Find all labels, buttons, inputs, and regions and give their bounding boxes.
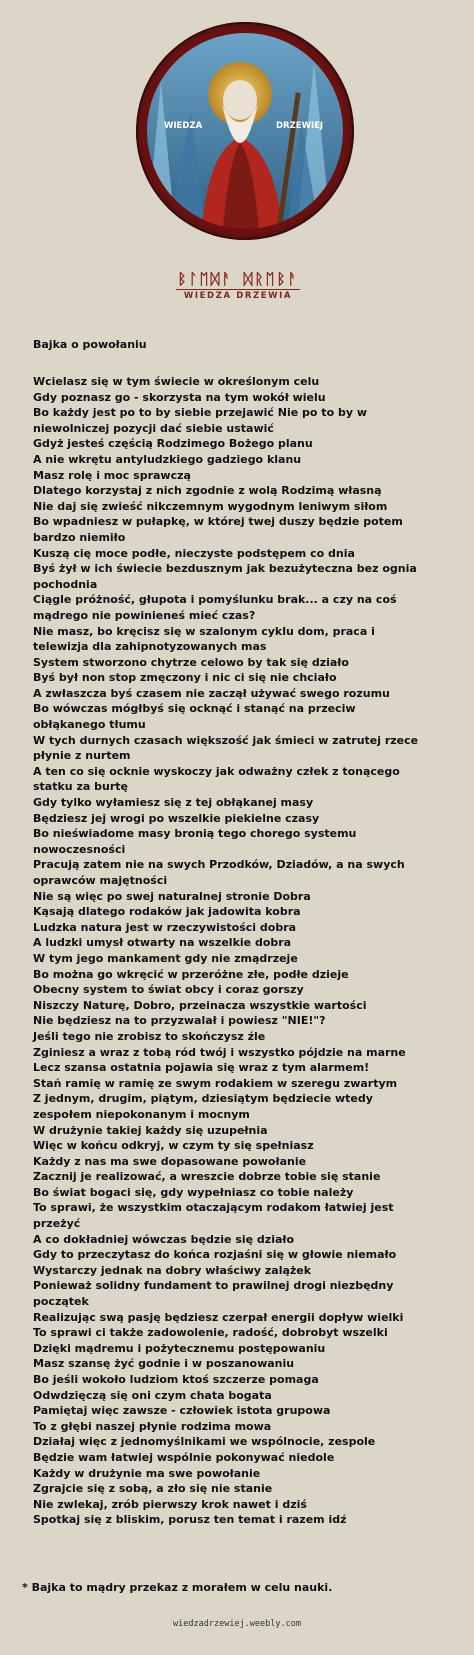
poem-line: Działaj więc z jednomyślnikami we wspólnocie, zespole	[33, 1435, 376, 1449]
poem-line: Odwdzięczą się oni czym chata bogata	[33, 1388, 272, 1402]
poem-line: oprawców majętności	[33, 874, 168, 887]
poem-line: telewizja dla zahipnotyzowanych mas	[33, 640, 267, 654]
poem-line: Spotkaj się z bliskim, porusz ten temat i razem idź	[33, 1513, 347, 1527]
poem-line: Gdy to przeczytasz do końca rozjaśni się w głowie niemało	[33, 1248, 397, 1262]
poem-line: Stań ramię w ramię ze swym rodakiem w szeregu zwartym	[33, 1076, 398, 1090]
poem-body	[33, 374, 453, 1528]
poem-line: Pamiętaj więc zawsze - człowiek istota grupowa	[33, 1404, 331, 1418]
poem-line: zespołem niepokonanym i mocnym	[33, 1107, 250, 1121]
poem-line: początek	[33, 1295, 89, 1309]
poem-line: To sprawi ci także zadowolenie, radość, dobrobyt wszelki	[33, 1326, 388, 1340]
poem-line: Byś żył w ich świecie bezdusznym jak bezużyteczna bez ognia	[33, 562, 417, 576]
poem-line: Masz szansę żyć godnie i w poszanowaniu	[33, 1357, 295, 1371]
poem-line: A zwłaszcza byś czasem nie zaczął używać swego rozumu	[33, 686, 390, 700]
poem-line: Zgrajcie się z sobą, a zło się nie stanie	[33, 1482, 273, 1496]
poem-line: Bo wówczas mógłbyś się ocknąć i stanąć na przeciw	[33, 702, 356, 716]
image-label-left: WIEDZA	[164, 121, 203, 131]
poem-line: Lecz szansa ostatnia pojawia się wraz z tym alarmem!	[33, 1061, 370, 1075]
poem-line: W tym jego mankament gdy nie zmądrzeje	[33, 951, 298, 965]
poem-title: Bajka o powołaniu	[33, 338, 147, 351]
poem-line: pochodnia	[33, 577, 98, 591]
poem-line: W drużynie takiej każdy się uzupełnia	[33, 1123, 268, 1137]
poem-line: Wystarczy jednak na dobry właściwy zalążek	[33, 1263, 312, 1277]
poem-line: A co dokładniej wówczas będzie się działo	[33, 1232, 295, 1246]
poem-line: Nie masz, bo kręcisz się w szalonym cyklu dom, praca i	[33, 624, 375, 638]
poem-line: Z jednym, drugim, piątym, dziesiątym będziecie wtedy	[33, 1092, 373, 1106]
poem-line: Pracują zatem nie na swych Przodków, Dziadów, a na swych	[33, 858, 405, 872]
poem-line: Realizując swą pasję będziesz czerpał energii dopływ wielki	[33, 1310, 404, 1324]
poem-line: Bo świat bogaci się, gdy wypełniasz co tobie należy	[33, 1185, 354, 1199]
poem-line: To z głębi naszej płynie rodzima mowa	[33, 1419, 272, 1433]
poem-line: Gdy tylko wyłamiesz się z tej obłąkanej masy	[33, 796, 314, 810]
poem-line: Nie będziesz na to przyzwalał i powiesz "NIE!"?	[33, 1014, 326, 1028]
poem-line: Bo jeśli wokoło ludziom ktoś szczerze pomaga	[33, 1373, 319, 1386]
poem-line: Dlatego korzystaj z nich zgodnie z wolą Rodzimą własną	[33, 484, 382, 498]
poem-line: Obecny system to świat obcy i coraz gorszy	[33, 983, 304, 997]
poem-line: Bo nieświadome masy bronią tego chorego systemu	[33, 827, 357, 841]
poem-line: A ten co się ocknie wyskoczy jak odważny człek z tonącego	[33, 764, 400, 778]
poem-line: niewolniczej pozycji dać siebie ustawić	[33, 421, 274, 435]
poem-line: Kuszą cię moce podłe, nieczyste podstępem co dnia	[33, 546, 355, 560]
poem-line: Jeśli tego nie zrobisz to skończysz źle	[33, 1029, 266, 1043]
poem-line: Ciągle próżność, głupota i pomyślunku brak... a czy na coś	[33, 593, 397, 607]
poem-line: Gdy poznasz go - skorzysta na tym wokół wielu	[33, 390, 326, 404]
poem-line: Ludzka natura jest w rzeczywistości dobra	[33, 920, 297, 934]
poem-line: Zacznij je realizować, a wreszcie dobrze tobie się stanie	[33, 1170, 381, 1184]
poem-line: Każdy z nas ma swe dopasowane powołanie	[33, 1154, 307, 1168]
poem-line: statku za burtę	[33, 780, 128, 794]
poem-line: Byś był non stop zmęczony i nic ci się nie chciało	[33, 671, 337, 685]
poem-line: W tych durnych czasach większość jak śmieci w zatrutej rzece	[33, 733, 419, 747]
poem-line: płynie z nurtem	[33, 749, 131, 763]
poem-line: Bo wpadniesz w pułapkę, w której twej duszy będzie potem	[33, 515, 403, 529]
poem-line: Nie zwlekaj, zrób pierwszy krok nawet i dziś	[33, 1497, 307, 1511]
poem-line: Będzie wam łatwiej wspólnie pokonywać niedole	[33, 1450, 335, 1464]
image-label-right: DRZEWIEJ	[276, 121, 324, 131]
poem-line: Bo można go wkręcić w przeróżne złe, podłe dzieje	[33, 967, 349, 981]
poem-line: Zginiesz a wraz z tobą ród twój i wszystko pójdzie na marne	[33, 1045, 406, 1059]
poem-line: A ludzki umysł otwarty na wszelkie dobra	[33, 936, 292, 950]
poem-line: przeżyć	[33, 1217, 81, 1231]
poem-line: A nie wkrętu antyludzkiego gadziego klanu	[33, 452, 302, 466]
poem-line: Nie daj się zwieść nikczemnym wygodnym leniwym siłom	[33, 499, 388, 513]
poem-line: Będziesz jej wrogi po wszelkie piekielne czasy	[33, 811, 320, 825]
footnote: * Bajka to mądry przekaz z morałem w celu nauki.	[22, 1581, 333, 1594]
poem-line: Niszczy Naturę, Dobro, przeinacza wszystkie wartości	[33, 998, 367, 1012]
poem-line: mądrego nie powinieneś mieć czas?	[33, 608, 256, 622]
poem-line: Masz rolę i moc sprawczą	[33, 468, 191, 482]
poem-line: Więc w końcu odkryj, w czym ty się spełniasz	[33, 1139, 314, 1153]
poem-line: bardzo niemiło	[33, 530, 126, 544]
poem-line: Ponieważ solidny fundament to prawilnej drogi niezbędny	[33, 1279, 394, 1293]
poem-line: Każdy w drużynie ma swe powołanie	[33, 1466, 261, 1480]
poem-line: Bo każdy jest po to by siebie przejawić Nie po to by w	[33, 406, 367, 420]
poem-line: Gdyż jesteś częścią Rodzimego Bożego planu	[33, 437, 313, 451]
logo-subtitle: WIEDZA DRZEWIA	[176, 289, 300, 301]
logo-runes: ᛒᛚᛖᛞᚨ ᛞᚱᛖᛒᚨ	[177, 270, 299, 288]
header-medallion-image	[136, 22, 354, 240]
site-logo	[176, 270, 300, 304]
poem-line: obłąkanego tłumu	[33, 718, 146, 732]
poem-line: Dzięki mądremu i pożytecznemu postępowaniu	[33, 1341, 326, 1355]
poem-line: Wcielasz się w tym świecie w określonym celu	[33, 375, 320, 388]
poem-line: Nie są więc po swej naturalnej stronie Dobra	[33, 889, 311, 903]
poem-line: System stworzono chytrze celowo by tak się działo	[33, 655, 349, 669]
poem-line: To sprawi, że wszystkim otaczającym rodakom łatwiej jest	[33, 1201, 394, 1215]
site-url: wiedzadrzewiej.weebly.com	[173, 1619, 301, 1629]
poem-line: Kąsają dlatego rodaków jak jadowita kobra	[33, 905, 301, 919]
poem-line: nowoczesności	[33, 842, 126, 856]
